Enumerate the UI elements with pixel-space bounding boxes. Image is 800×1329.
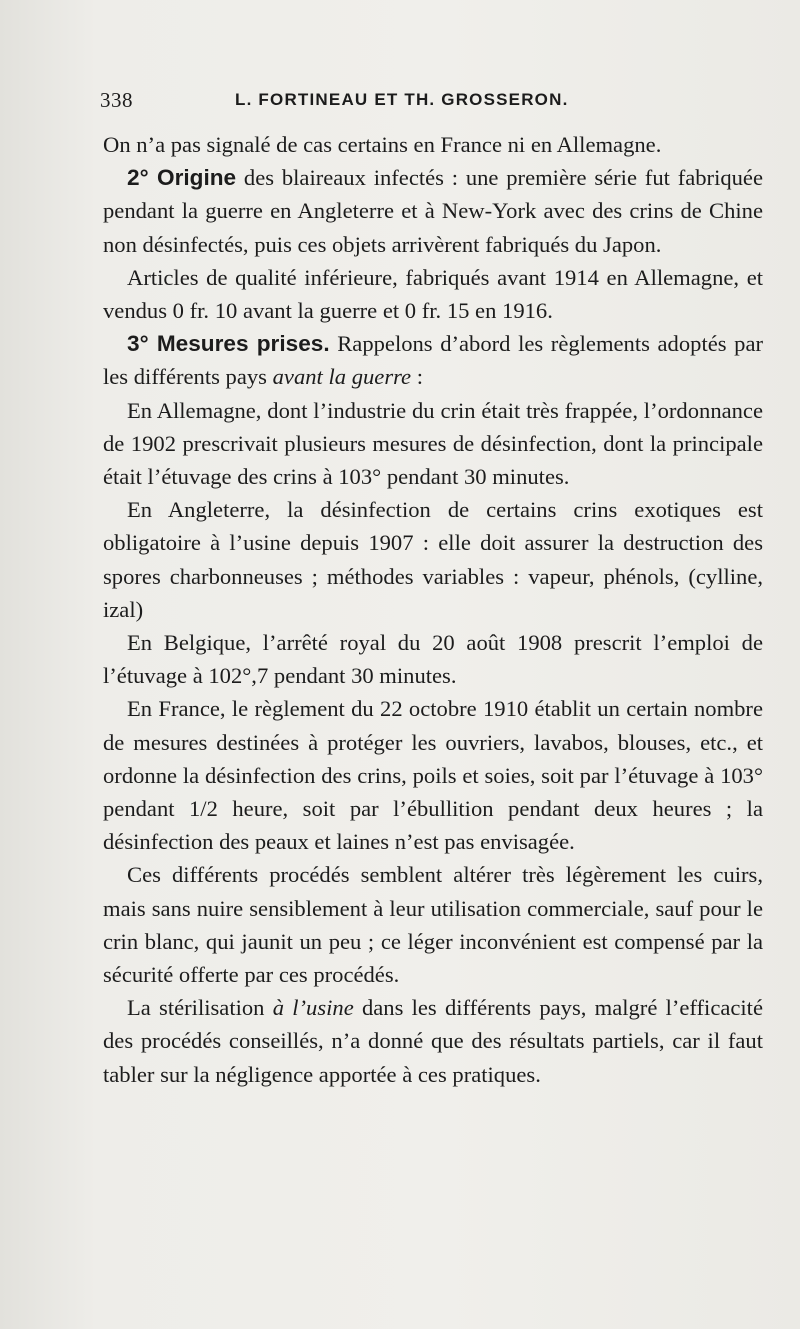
paragraph-articles: [103, 261, 763, 327]
paragraph-text: Rappelons d’abord les règlements adoptés par les différents pays: [103, 331, 763, 390]
paragraph-pre: La stérilisation: [127, 995, 273, 1021]
section-lead: 2° Origine: [127, 165, 237, 191]
paragraph-allemagne: [103, 394, 763, 494]
section-lead: 3° Mesures prises.: [127, 331, 330, 357]
paragraph-text: des blaireaux infectés : une première série fut fabriquée pendant la guerre en Angleterre et à New-York avec des crins de Chine non désinfectés, puis ces objets arrivèrent fabriqués du Japon.: [103, 165, 763, 257]
emphasis: avant la guerre: [272, 364, 412, 390]
paragraph-belgique: [103, 626, 763, 692]
page-number: 338: [100, 88, 133, 112]
paragraph-sterilisation: [103, 991, 763, 1091]
paragraph-text: Ces différents procédés semblent altérer très légèrement les cuirs, mais sans nuire sensiblement à leur utilisation commerciale, sauf pour le crin blanc, qui jaunit un peu ; ce léger inconvénient est compensé par la sécurité offerte par ces procédés.: [103, 862, 763, 988]
paragraph-continuation: [103, 128, 763, 161]
paragraph-mesures: [103, 327, 763, 393]
paragraph-angleterre: [103, 493, 763, 626]
paragraph-france: [103, 692, 763, 858]
paragraph-text: On n’a pas signalé de cas certains en France ni en Allemagne.: [103, 132, 662, 157]
paragraph-text: En Belgique, l’arrêté royal du 20 août 1908 prescrit l’emploi de l’étuvage à 102°,7 pendant 30 minutes.: [103, 630, 763, 689]
paragraph-text: En Allemagne, dont l’industrie du crin était très frappée, l’ordonnance de 1902 prescrivait plusieurs mesures de désinfection, dont la principale était l’étuvage des crins à 103° pendant 30 minutes.: [103, 397, 763, 490]
paragraph-text: En France, le règlement du 22 octobre 1910 établit un certain nombre de mesures destinées à protéger les ouvriers, lavabos, blouses, etc., et ordonne la désinfection des crins, poils et soies, soit par l’étuvage à 103° pendant 1/2 heure, soit par l’ébullition pendant deux heures ; la désinfection des peaux et laines n’est pas envisagée.: [103, 696, 763, 855]
paragraph-text: dans les différents pays, malgré l’efficacité des procédés conseillés, n’a donné que des résultats partiels, car il faut tabler sur la négligence apportée à ces pratiques.: [103, 995, 763, 1087]
running-head: L. FORTINEAU ET TH. GROSSERON.: [235, 90, 569, 109]
paragraph-procedes: [103, 858, 763, 991]
paragraph-origine: [103, 161, 763, 261]
paragraph-tail: :: [411, 364, 424, 390]
page-header: [100, 88, 670, 118]
paragraph-text: En Angleterre, la désinfection de certains crins exotiques est obligatoire à l’usine depuis 1907 : elle doit assurer la destruction des spores charbonneuses ; méthodes variables : vapeur, phénols, (cylline, izal): [103, 497, 763, 622]
paragraph-text: Articles de qualité inférieure, fabriqués avant 1914 en Allemagne, et vendus 0 fr. 10 avant la guerre et 0 fr. 15 en 1916.: [103, 264, 763, 324]
emphasis: à l’usine: [272, 995, 354, 1021]
body-text: [103, 128, 763, 1091]
